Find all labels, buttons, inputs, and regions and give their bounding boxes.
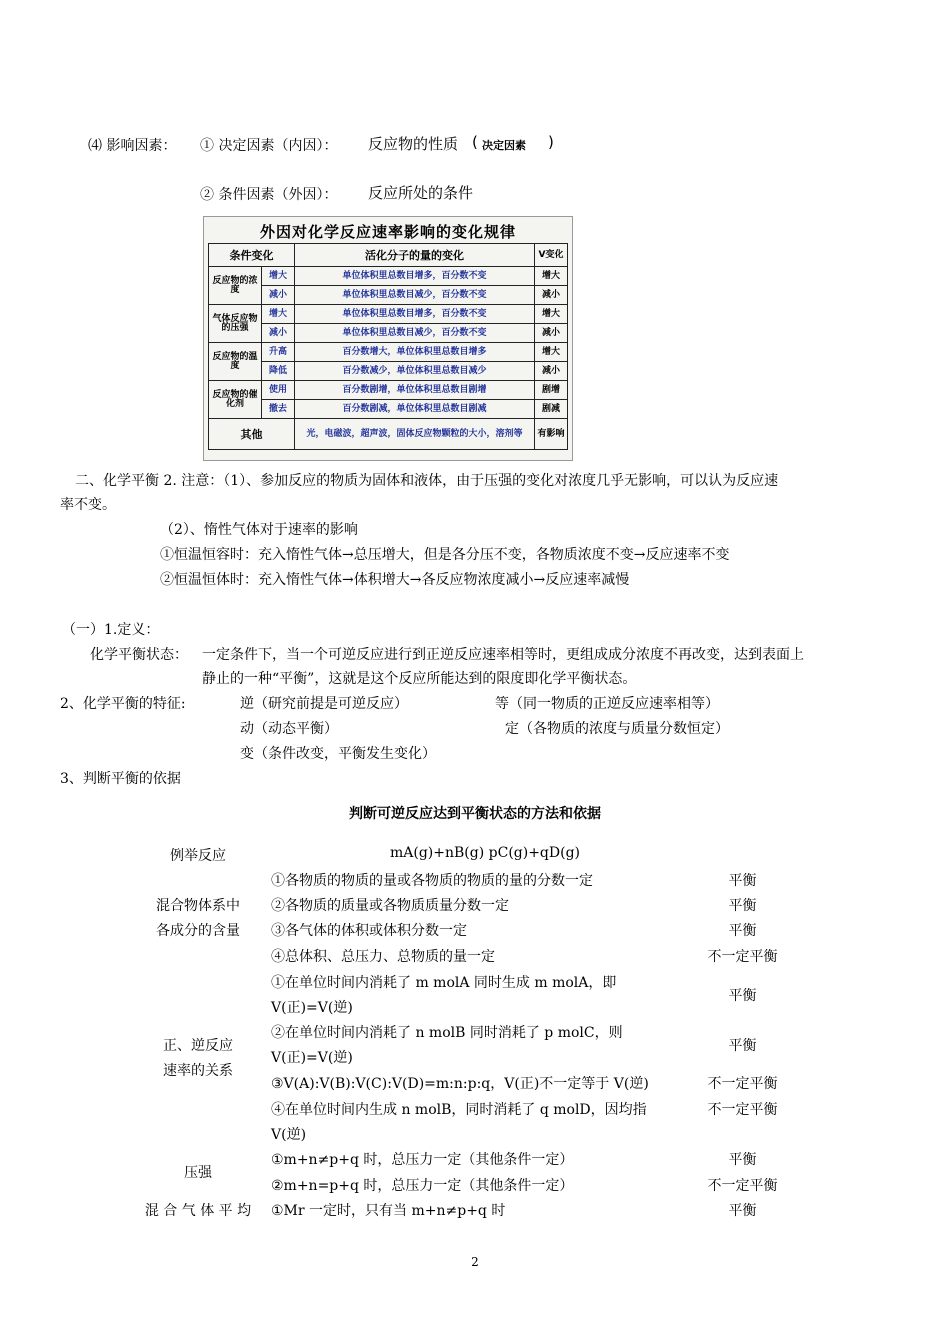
row-desc: 单位体积里总数目增多，百分数不变 [295, 305, 535, 324]
g1-result: 平衡 [728, 873, 757, 889]
definition-text2: 静止的一种“平衡”，这就是这个反应所能达到的限度即化学平衡状态。 [202, 671, 637, 687]
rate-factors-table-image [203, 216, 573, 461]
row-v: 减小 [535, 324, 568, 343]
g2-item3-result: 不一定平衡 [707, 1076, 778, 1092]
g2-item4-a: ④在单位时间内生成 n molB，同时消耗了 q molD，因均指 [271, 1102, 647, 1118]
intrinsic-paren-open: ( [472, 133, 478, 151]
row-category: 反应物的温度 [209, 343, 262, 381]
g1-result: 平衡 [728, 923, 757, 939]
g2-item3: ③V(A):V(B):V(C):V(D)=m:n:p:q，V(正)不一定等于 V(逆) [271, 1076, 649, 1092]
g3-item1-result: 平衡 [728, 1152, 757, 1168]
row-v: 增大 [535, 305, 568, 324]
page-number: 2 [471, 1255, 479, 1269]
basis-label: 3、判断平衡的依据 [60, 771, 181, 787]
features-label: 2、化学平衡的特征: [60, 696, 186, 712]
g4-item1: ①Mr 一定时，只有当 m+n≠p+q 时 [271, 1203, 506, 1219]
intrinsic-paren-close: ) [548, 133, 554, 151]
feature-equal: 等（同一物质的正逆反应速率相等） [495, 696, 719, 712]
intrinsic-factor-value: 反应物的性质 [368, 135, 459, 153]
example-label: 例举反应 [170, 848, 226, 864]
section2-line4: ②恒温恒体时：充入惰性气体→体积增大→各反应物浓度减小→反应速率减慢 [160, 572, 630, 588]
section2-line2: （2）、惰性气体对于速率的影响 [160, 522, 358, 538]
rate-factors-table-title: 外因对化学反应速率影响的变化规律 [259, 223, 516, 241]
row-change: 减小 [262, 324, 295, 343]
factors-label: ⑷ 影响因素： [88, 138, 177, 154]
section2-line1: 二、化学平衡 2. 注意：（1）、参加反应的物质为固体和液体，由于压强的变化对浓度几乎无影响，可以认为反应速 [75, 473, 779, 489]
group4-label: 混 合 气 体 平 均 [144, 1203, 252, 1219]
row-v: 减小 [535, 362, 568, 381]
other-desc: 光，电磁波，超声波，固体反应物颗粒的大小，溶剂等 [295, 419, 535, 450]
g2-item2-b: V(正)=V(逆) [271, 1050, 353, 1066]
g1-result: 平衡 [728, 898, 757, 914]
extrinsic-factor-item: ② 条件因素（外因）： [200, 187, 338, 203]
g2-item4-result: 不一定平衡 [707, 1102, 778, 1118]
g3-item2: ②m+n=p+q 时，总压力一定（其他条件一定） [271, 1178, 574, 1194]
intrinsic-factor-note: 决定因素 [482, 139, 526, 152]
section2-line1b: 率不变。 [60, 497, 116, 513]
row-change: 减小 [262, 286, 295, 305]
group3-label: 压强 [184, 1165, 212, 1181]
row-change: 撤去 [262, 400, 295, 419]
row-v: 剧减 [535, 400, 568, 419]
g2-item1-a: ①在单位时间内消耗了 m molA 同时生成 m molA，即 [271, 975, 617, 991]
section2-line3: ①恒温恒容时：充入惰性气体→总压增大，但是各分压不变，各物质浓度不变→反应速率不变 [160, 547, 730, 563]
g2-item1-b: V(正)=V(逆) [271, 1000, 353, 1016]
group2-label-2: 速率的关系 [163, 1063, 233, 1079]
definition-term: 化学平衡状态： [90, 647, 188, 663]
row-desc: 单位体积里总数目减少，百分数不变 [295, 324, 535, 343]
feature-dynamic: 动（动态平衡） [240, 721, 338, 737]
row-change: 升高 [262, 343, 295, 362]
g2-item4-b: V(逆) [271, 1127, 307, 1143]
feature-reverse: 逆（研究前提是可逆反应） [240, 696, 408, 712]
feature-fixed: 定（各物质的浓度与质量分数恒定） [505, 721, 729, 737]
row-v: 减小 [535, 286, 568, 305]
rate-factors-grid [208, 243, 568, 450]
row-change: 降低 [262, 362, 295, 381]
row-v: 增大 [535, 267, 568, 286]
g1-item: ①各物质的物质的量或各物质的物质的量的分数一定 [271, 873, 593, 889]
extrinsic-factor-value: 反应所处的条件 [368, 184, 474, 202]
definition-heading: （一）1.定义： [62, 622, 160, 638]
g3-item1: ①m+n≠p+q 时，总压力一定（其他条件一定） [271, 1152, 574, 1168]
basis-table-title: 判断可逆反应达到平衡状态的方法和依据 [349, 806, 601, 822]
row-category: 反应物的催化剂 [209, 381, 262, 419]
row-category: 气体反应物的压强 [209, 305, 262, 343]
header-condition: 条件变化 [209, 244, 295, 267]
row-category: 反应物的浓度 [209, 267, 262, 305]
other-category: 其他 [209, 419, 295, 450]
g1-item: ④总体积、总压力、总物质的量一定 [271, 949, 495, 965]
header-activation: 活化分子的量的变化 [295, 244, 535, 267]
g1-item: ②各物质的质量或各物质质量分数一定 [271, 898, 509, 914]
g1-result: 不一定平衡 [707, 949, 778, 965]
example-reaction: mA(g)+nB(g) pC(g)+qD(g) [390, 845, 581, 861]
g4-item1-result: 平衡 [728, 1203, 757, 1219]
header-v-change: V变化 [535, 244, 568, 267]
group1-label-1: 混合物体系中 [156, 898, 240, 914]
row-desc: 百分数减少，单位体积里总数目减少 [295, 362, 535, 381]
row-change: 增大 [262, 267, 295, 286]
intrinsic-factor-item: ① 决定因素（内因）： [200, 138, 338, 154]
row-v: 增大 [535, 343, 568, 362]
row-desc: 百分数增大，单位体积里总数目增多 [295, 343, 535, 362]
g2-item1-result: 平衡 [728, 988, 757, 1004]
row-desc: 单位体积里总数目减少，百分数不变 [295, 286, 535, 305]
g2-item2-a: ②在单位时间内消耗了 n molB 同时消耗了 p molC，则 [271, 1025, 623, 1041]
g2-item2-result: 平衡 [728, 1038, 757, 1054]
definition-text1: 一定条件下，当一个可逆反应进行到正逆反应速率相等时，更组成成分浓度不再改变，达到表面上 [202, 647, 804, 663]
row-v: 剧增 [535, 381, 568, 400]
row-desc: 单位体积里总数目增多，百分数不变 [295, 267, 535, 286]
feature-change: 变（条件改变，平衡发生变化） [240, 746, 436, 762]
row-change: 增大 [262, 305, 295, 324]
group1-label-2: 各成分的含量 [156, 923, 240, 939]
group2-label-1: 正、逆反应 [163, 1038, 233, 1054]
g3-item2-result: 不一定平衡 [707, 1178, 778, 1194]
row-desc: 百分数剧减，单位体积里总数目剧减 [295, 400, 535, 419]
g1-item: ③各气体的体积或体积分数一定 [271, 923, 467, 939]
row-desc: 百分数剧增，单位体积里总数目剧增 [295, 381, 535, 400]
other-v: 有影响 [535, 419, 568, 450]
row-change: 使用 [262, 381, 295, 400]
